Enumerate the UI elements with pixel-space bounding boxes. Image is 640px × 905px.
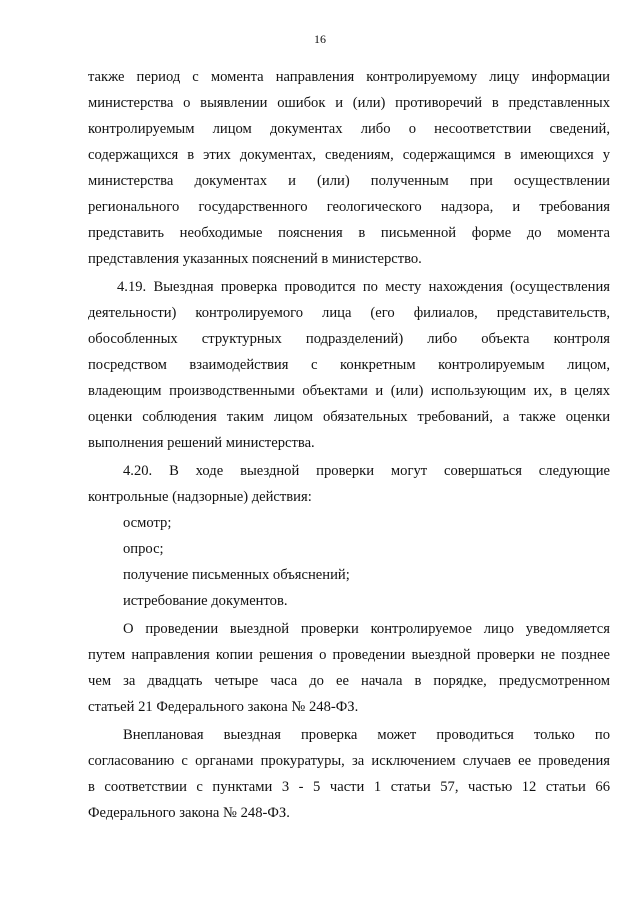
document-body bbox=[88, 64, 610, 826]
text-line: министерства документах и (или) полученным при осуществлении bbox=[88, 173, 610, 189]
text-line: О проведении выездной проверки контролируемое лицо уведомляется bbox=[123, 621, 610, 637]
text-line: содержащихся в этих документах, сведениям, содержащимся в имеющихся у bbox=[88, 147, 610, 163]
text-line: представления указанных пояснений в министерство. bbox=[88, 251, 422, 267]
text-line: деятельности) контролируемого лица (его филиалов, представительств, bbox=[88, 305, 610, 321]
text-line: статьей 21 Федерального закона № 248-ФЗ. bbox=[88, 699, 359, 715]
text-line: выполнения решений министерства. bbox=[88, 435, 315, 451]
text-line: также период с момента направления контролируемому лицу информации bbox=[88, 69, 610, 85]
text-line: 4.20. В ходе выездной проверки могут совершаться следующие bbox=[123, 463, 610, 479]
text-line: министерства о выявлении ошибок и (или) противоречий в представленных bbox=[88, 95, 610, 111]
text-line: Внеплановая выездная проверка может проводиться только по bbox=[123, 727, 610, 743]
text-line: чем за двадцать четыре часа до ее начала в порядке, предусмотренном bbox=[88, 673, 610, 689]
text-line: регионального государственного геологического надзора, и требования bbox=[88, 199, 610, 215]
list-item: получение письменных объяснений; bbox=[123, 567, 350, 583]
text-line: контролируемым лицом документах либо о несоответствии сведений, bbox=[88, 121, 610, 137]
text-line: контрольные (надзорные) действия: bbox=[88, 489, 312, 505]
text-line: посредством взаимодействия с конкретным контролируемым лицом, bbox=[88, 357, 610, 373]
text-line: путем направления копии решения о проведении выездной проверки не позднее bbox=[88, 647, 610, 663]
text-line: в соответствии с пунктами 3 - 5 части 1 статьи 57, частью 12 статьи 66 bbox=[88, 779, 610, 795]
text-line: обособленных структурных подразделений) либо объекта контроля bbox=[88, 331, 610, 347]
text-line: владеющим производственными объектами и (или) использующим их, в целях bbox=[88, 383, 610, 399]
list-item: осмотр; bbox=[123, 515, 172, 531]
text-line: 4.19. Выездная проверка проводится по месту нахождения (осуществления bbox=[117, 279, 610, 295]
list-item: истребование документов. bbox=[123, 593, 288, 609]
text-line: Федерального закона № 248-ФЗ. bbox=[88, 805, 290, 821]
list-item: опрос; bbox=[123, 541, 164, 557]
text-line: согласованию с органами прокуратуры, за исключением случаев ее проведения bbox=[88, 753, 610, 769]
text-line: представить необходимые пояснения в письменной форме до момента bbox=[88, 225, 610, 241]
text-line: оценки соблюдения таким лицом обязательных требований, а также оценки bbox=[88, 409, 610, 425]
page-number: 16 bbox=[314, 32, 326, 46]
